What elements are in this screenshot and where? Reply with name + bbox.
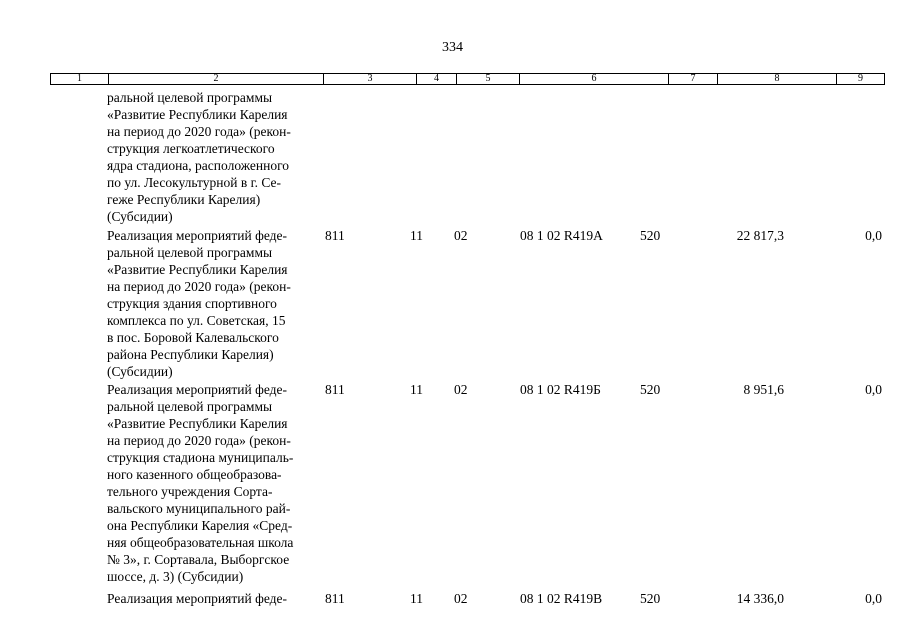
cell-expense-type: 520 <box>640 591 661 606</box>
header-cell-9: 9 <box>836 74 884 84</box>
name-line: ного казенного общеобразова- <box>107 467 282 482</box>
header-cell-1: 1 <box>77 73 82 84</box>
name-line: «Развитие Республики Карелия <box>107 107 288 122</box>
cell-section: 11 <box>410 228 423 243</box>
cell-amount-1: 8 951,6 <box>743 382 784 397</box>
cell-amount-1: 14 336,0 <box>736 591 784 606</box>
cell-ministry-code: 811 <box>325 591 345 606</box>
cell-subsection: 02 <box>454 382 468 397</box>
cell-target-article: 08 1 02 R419А <box>520 228 603 243</box>
name-line: № 3», г. Сортавала, Выборгское <box>107 552 290 567</box>
name-line: шоссе, д. 3) (Субсидии) <box>107 569 244 584</box>
name-line: в пос. Боровой Калевальского <box>107 330 279 345</box>
cell-amount-2: 0,0 <box>865 228 882 243</box>
name-line: «Развитие Республики Карелия <box>107 262 288 277</box>
cell-expense-type: 520 <box>640 228 661 243</box>
cell-expense-type: 520 <box>640 382 661 397</box>
name-line: Реализация мероприятий феде- <box>107 382 288 397</box>
cell-amount-2: 0,0 <box>865 382 882 397</box>
cell-subsection: 02 <box>454 591 468 606</box>
name-line: тельного учреждения Сорта- <box>107 484 273 499</box>
cell-subsection: 02 <box>454 228 468 243</box>
name-line: ядра стадиона, расположенного <box>107 158 290 173</box>
header-cell-4: 4 <box>416 74 456 84</box>
header-cell-6: 6 <box>519 74 668 84</box>
name-line: Реализация мероприятий феде- <box>107 228 288 243</box>
header-cell-2: 2 <box>108 74 323 84</box>
name-line: Реализация мероприятий феде- <box>107 591 288 606</box>
name-line: на период до 2020 года» (рекон- <box>107 124 291 139</box>
cell-ministry-code: 811 <box>325 228 345 243</box>
name-line: струкция легкоатлетического <box>107 141 275 156</box>
table-header-row <box>50 73 885 85</box>
name-line: по ул. Лесокультурной в г. Се- <box>107 175 281 190</box>
header-cell-8: 8 <box>717 74 836 84</box>
name-line: геже Республики Карелия) <box>107 192 261 207</box>
name-line: она Республики Карелия «Сред- <box>107 518 293 533</box>
cell-section: 11 <box>410 382 423 397</box>
name-line: вальского муниципального рай- <box>107 501 291 516</box>
cell-target-article: 08 1 02 R419В <box>520 591 603 606</box>
name-line: ральной целевой программы <box>107 245 273 260</box>
name-line: (Субсидии) <box>107 364 173 379</box>
cell-amount-2: 0,0 <box>865 591 882 606</box>
cell-section: 11 <box>410 591 423 606</box>
cell-target-article: 08 1 02 R419Б <box>520 382 601 397</box>
cell-ministry-code: 811 <box>325 382 345 397</box>
header-cell-5: 5 <box>456 74 519 84</box>
name-line: на период до 2020 года» (рекон- <box>107 279 291 294</box>
name-line: струкция стадиона муниципаль- <box>107 450 294 465</box>
header-cell-7: 7 <box>668 74 717 84</box>
name-line: няя общеобразовательная школа <box>107 535 294 550</box>
name-line: (Субсидии) <box>107 209 173 224</box>
header-cell-3: 3 <box>323 74 416 84</box>
name-line: «Развитие Республики Карелия <box>107 416 288 431</box>
name-line: струкция здания спортивного <box>107 296 277 311</box>
page-number: 334 <box>442 40 463 55</box>
name-line: комплекса по ул. Советская, 15 <box>107 313 286 328</box>
name-line: района Республики Карелия) <box>107 347 274 362</box>
name-line: ральной целевой программы <box>107 399 273 414</box>
name-line: на период до 2020 года» (рекон- <box>107 433 291 448</box>
name-line: ральной целевой программы <box>107 90 273 105</box>
cell-amount-1: 22 817,3 <box>736 228 784 243</box>
